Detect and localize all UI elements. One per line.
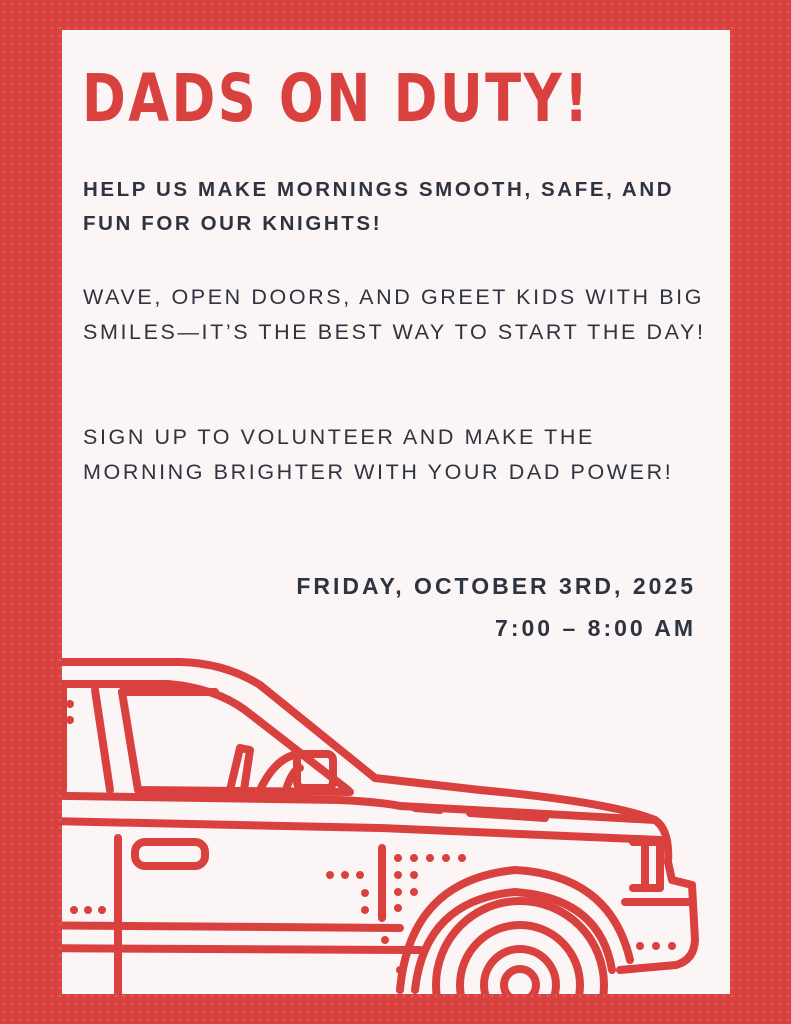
event-time: 7:00 – 8:00 AM bbox=[495, 615, 696, 641]
flyer-paragraph-greet: WAVE, OPEN DOORS, AND GREET KIDS WITH BIG SMILES—IT’S THE BEST WAY TO START THE DAY! bbox=[83, 285, 706, 344]
car-outline-icon bbox=[62, 620, 730, 994]
flyer-title: DADS ON DUTY! bbox=[82, 60, 591, 137]
event-date: FRIDAY, OCTOBER 3RD, 2025 bbox=[296, 573, 696, 599]
flyer-paragraph-signup: SIGN UP TO VOLUNTEER AND MAKE THE MORNING BRIGHTER WITH YOUR DAD POWER! bbox=[83, 425, 674, 484]
flyer-subtitle: HELP US MAKE MORNINGS SMOOTH, SAFE, AND FUN FOR OUR KNIGHTS! bbox=[83, 178, 675, 235]
flyer-card bbox=[62, 30, 730, 994]
